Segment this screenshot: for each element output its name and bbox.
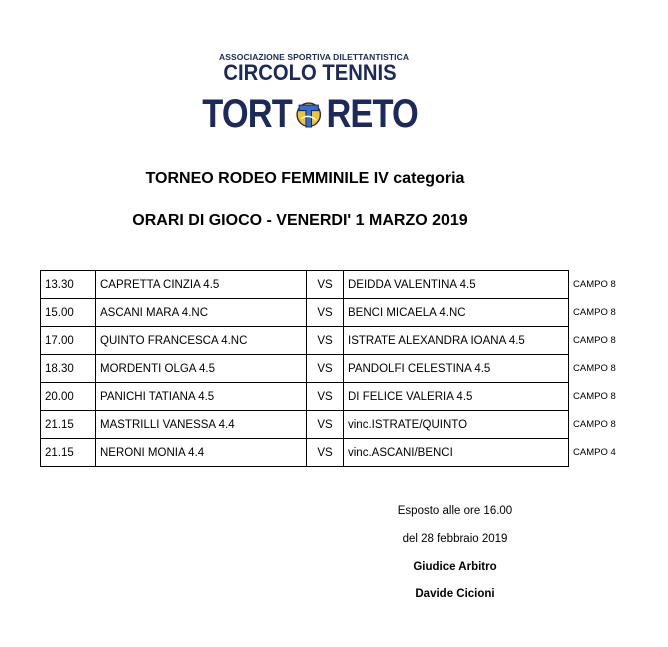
schedule-subtitle: ORARI DI GIOCO - VENERDI' 1 MARZO 2019: [132, 212, 468, 229]
schedule-body: [41, 271, 638, 467]
player-two: PANDOLFI CELESTINA 4.5: [344, 355, 569, 383]
player-two: DEIDDA VALENTINA 4.5: [344, 271, 569, 299]
player-one: CAPRETTA CINZIA 4.5: [96, 271, 307, 299]
player-two: DI FELICE VALERIA 4.5: [344, 383, 569, 411]
logo-brand: [195, 86, 425, 142]
versus-label: VS: [307, 439, 344, 467]
logo-club-text: CIRCOLO TENNIS: [223, 60, 397, 85]
court-label: CAMPO 8: [573, 279, 616, 290]
court-label: CAMPO 8: [573, 419, 616, 430]
logo-brand-right: RETO: [326, 91, 418, 136]
match-time: 17.00: [41, 327, 96, 355]
player-one: ASCANI MARA 4.NC: [96, 299, 307, 327]
player-two: BENCI MICAELA 4.NC: [344, 299, 569, 327]
player-two: ISTRATE ALEXANDRA IOANA 4.5: [344, 327, 569, 355]
match-time: 21.15: [41, 439, 96, 467]
table-row: [41, 355, 638, 383]
player-one: PANICHI TATIANA 4.5: [96, 383, 307, 411]
court-label: CAMPO 8: [573, 363, 616, 374]
versus-label: VS: [307, 299, 344, 327]
player-two: vinc.ISTRATE/QUINTO: [344, 411, 569, 439]
player-one: NERONI MONIA 4.4: [96, 439, 307, 467]
versus-label: VS: [307, 411, 344, 439]
posted-time: Esposto alle ore 16.00: [397, 505, 513, 517]
player-one: QUINTO FRANCESCA 4.NC: [96, 327, 307, 355]
player-two: vinc.ASCANI/BENCI: [344, 439, 569, 467]
tennis-ball-t-icon: [295, 91, 322, 137]
tournament-title: TORNEO RODEO FEMMINILE IV categoria: [145, 170, 465, 187]
table-row: [41, 327, 638, 355]
player-one: MASTRILLI VANESSA 4.4: [96, 411, 307, 439]
schedule-table: [40, 270, 638, 467]
player-one: MORDENTI OLGA 4.5: [96, 355, 307, 383]
versus-label: VS: [307, 327, 344, 355]
versus-label: VS: [307, 383, 344, 411]
table-row: [41, 299, 638, 327]
logo-brand-left: TORT: [202, 91, 292, 136]
match-time: 13.30: [41, 271, 96, 299]
match-time: 21.15: [41, 411, 96, 439]
referee-name: Davide Cicioni: [415, 588, 495, 600]
table-row: [41, 271, 638, 299]
match-time: 18.30: [41, 355, 96, 383]
versus-label: VS: [307, 271, 344, 299]
court-label: CAMPO 8: [573, 335, 616, 346]
table-row: [41, 439, 638, 467]
logo-association-text: ASSOCIAZIONE SPORTIVA DILETTANTISTICA: [219, 52, 410, 62]
court-label: CAMPO 8: [573, 391, 616, 402]
posted-date: del 28 febbraio 2019: [402, 533, 508, 545]
match-time: 20.00: [41, 383, 96, 411]
club-logo: [195, 52, 425, 142]
match-time: 15.00: [41, 299, 96, 327]
court-label: CAMPO 4: [573, 447, 616, 458]
table-row: [41, 411, 638, 439]
court-label: CAMPO 8: [573, 307, 616, 318]
versus-label: VS: [307, 355, 344, 383]
referee-role: Giudice Arbitro: [413, 561, 497, 573]
table-row: [41, 383, 638, 411]
